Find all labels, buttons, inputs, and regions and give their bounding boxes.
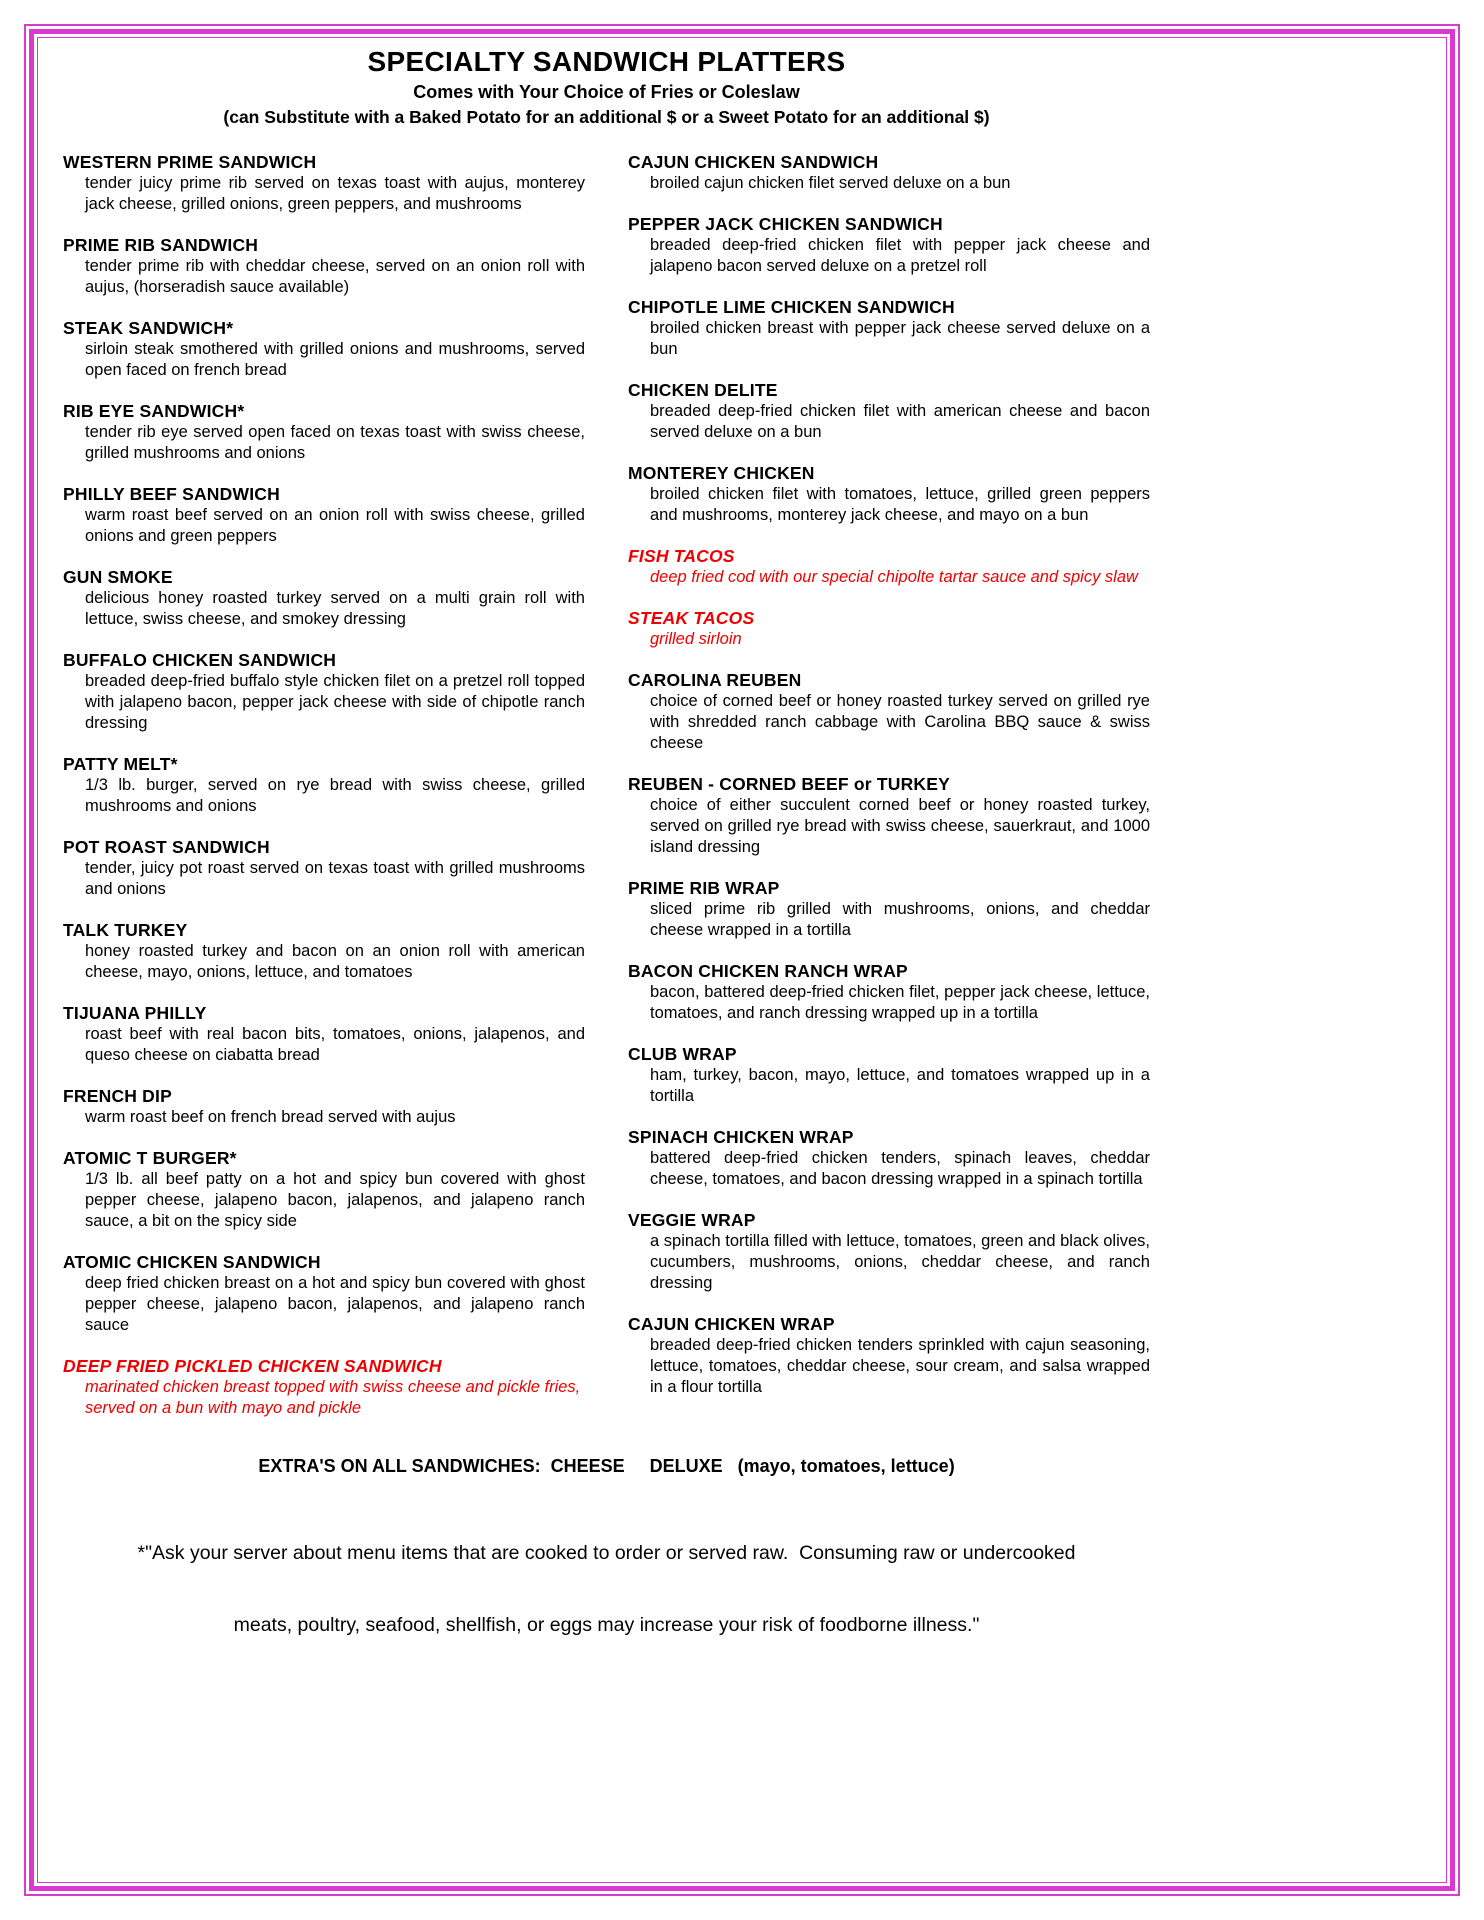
menu-item-name: RIB EYE SANDWICH* [63,401,245,421]
menu-item [63,1148,585,1232]
menu-item-description: a spinach tortilla filled with lettuce, tomatoes, green and black olives, cucumbers, mushrooms, onions, cheddar cheese, and ranch dressing [650,1232,1150,1292]
menu-item-description: grilled sirloin [650,630,742,648]
menu-item-description: breaded deep-fried chicken filet with pepper jack cheese and jalapeno bacon served deluxe on a pretzel roll [650,236,1150,275]
menu-item-description: deep fried chicken breast on a hot and spicy bun covered with ghost pepper cheese, jalapeno bacon, jalapenos, and jalapeno ranch sauce [85,1274,585,1334]
menu-item-name: WESTERN PRIME SANDWICH [63,152,317,172]
menu-item-description: honey roasted turkey and bacon on an onion roll with american cheese, mayo, onions, lettuce, and tomatoes [85,942,585,981]
menu-item [63,650,585,734]
menu-item [628,380,1150,443]
menu-item [628,1314,1150,1398]
menu-column-left [63,152,585,1439]
menu-columns [63,152,1150,1439]
menu-item [63,754,585,817]
menu-item-name: CLUB WRAP [628,1044,737,1064]
menu-item-description: sliced prime rib grilled with mushrooms, onions, and cheddar cheese wrapped in a tortilla [650,900,1150,939]
raw-food-disclaimer-line1: *"Ask your server about menu items that are cooked to order or served raw. Consuming raw or undercooked [137,1542,1076,1564]
menu-item-name: TIJUANA PHILLY [63,1003,207,1023]
menu-item [63,318,585,381]
menu-item-name: POT ROAST SANDWICH [63,837,270,857]
menu-item-name: STEAK TACOS [628,608,755,628]
menu-item [628,670,1150,754]
menu-item-name: BUFFALO CHICKEN SANDWICH [63,650,337,670]
menu-item-description: breaded deep-fried chicken tenders sprinkled with cajun seasoning, lettuce, tomatoes, cheddar cheese, sour cream, and salsa wrapped in a flour tortilla [650,1336,1150,1396]
menu-item [628,297,1150,360]
menu-item-description: warm roast beef served on an onion roll with swiss cheese, grilled onions and green peppers [85,506,585,545]
menu-item-name: CHIPOTLE LIME CHICKEN SANDWICH [628,297,955,317]
menu-item-description: 1/3 lb. burger, served on rye bread with swiss cheese, grilled mushrooms and onions [85,776,585,815]
menu-item-name: CHICKEN DELITE [628,380,778,400]
menu-item-name: ATOMIC CHICKEN SANDWICH [63,1252,321,1272]
menu-item-name: FISH TACOS [628,546,735,566]
menu-item [628,608,1150,650]
menu-item [628,774,1150,858]
menu-item [628,961,1150,1024]
menu-item-description: marinated chicken breast topped with swiss cheese and pickle fries, served on a bun with mayo and pickle [85,1378,581,1417]
menu-item-name: FRENCH DIP [63,1086,172,1106]
menu-item-name: BACON CHICKEN RANCH WRAP [628,961,908,981]
menu-item-name: SPINACH CHICKEN WRAP [628,1127,854,1147]
menu-item [63,484,585,547]
menu-item-name: MONTEREY CHICKEN [628,463,815,483]
menu-item [628,214,1150,277]
extras-note: EXTRA'S ON ALL SANDWICHES: CHEESE DELUXE (mayo, tomatoes, lettuce) [258,1456,955,1476]
menu-item [63,152,585,215]
menu-item [63,235,585,298]
menu-item [63,1356,585,1419]
menu-item-name: REUBEN - CORNED BEEF or TURKEY [628,774,950,794]
menu-item-name: PRIME RIB WRAP [628,878,780,898]
menu-item-description: tender, juicy pot roast served on texas toast with grilled mushrooms and onions [85,859,585,898]
menu-item [628,152,1150,194]
page-title: SPECIALTY SANDWICH PLATTERS [367,46,846,77]
menu-column-right [628,152,1150,1418]
subtitle-substitution-note: (can Substitute with a Baked Potato for an additional $ or a Sweet Potato for an additional $) [223,107,990,127]
raw-food-disclaimer-line2: meats, poultry, seafood, shellfish, or eggs may increase your risk of foodborne illness." [233,1614,980,1636]
raw-food-disclaimer [63,1493,1150,1685]
menu-item-description: choice of either succulent corned beef or honey roasted turkey, served on grilled rye bread with swiss cheese, sauerkraut, and 1000 island dressing [650,796,1150,856]
menu-item-description: broiled cajun chicken filet served deluxe on a bun [650,174,1011,192]
menu-item-description: tender juicy prime rib served on texas toast with aujus, monterey jack cheese, grilled onions, green peppers, and mushrooms [85,174,585,213]
menu-item-name: PHILLY BEEF SANDWICH [63,484,280,504]
menu-item [63,920,585,983]
menu-item-description: ham, turkey, bacon, mayo, lettuce, and tomatoes wrapped up in a tortilla [650,1066,1150,1105]
menu-item-description: battered deep-fried chicken tenders, spinach leaves, cheddar cheese, tomatoes, and bacon dressing wrapped in a spinach tortilla [650,1149,1150,1188]
menu-item [63,1252,585,1336]
menu-item-description: choice of corned beef or honey roasted turkey served on grilled rye with shredded ranch cabbage with Carolina BBQ sauce & swiss cheese [650,692,1150,752]
menu-item-description: delicious honey roasted turkey served on a multi grain roll with lettuce, swiss cheese, and smokey dressing [85,589,585,628]
menu-item [628,1127,1150,1190]
menu-item [63,837,585,900]
menu-item [63,1086,585,1128]
menu-item [628,878,1150,941]
menu-item-name: PEPPER JACK CHICKEN SANDWICH [628,214,943,234]
menu-item-name: CAROLINA REUBEN [628,670,802,690]
menu-item [628,463,1150,526]
subtitle-sides-choice: Comes with Your Choice of Fries or Coleslaw [413,82,800,102]
menu-item-description: broiled chicken breast with pepper jack cheese served deluxe on a bun [650,319,1150,358]
menu-item-name: PRIME RIB SANDWICH [63,235,259,255]
menu-item-description: deep fried cod with our special chipolte tartar sauce and spicy slaw [650,568,1138,586]
menu-item-description: bacon, battered deep-fried chicken filet, pepper jack cheese, lettuce, tomatoes, and ranch dressing wrapped up in a tortilla [650,983,1150,1022]
menu-item-name: GUN SMOKE [63,567,173,587]
menu-item-name: PATTY MELT* [63,754,178,774]
menu-header [63,46,1150,128]
menu-item-description: roast beef with real bacon bits, tomatoes, onions, jalapenos, and queso cheese on ciabatta bread [85,1025,585,1064]
menu-item-name: CAJUN CHICKEN SANDWICH [628,152,879,172]
menu-item-name: VEGGIE WRAP [628,1210,756,1230]
menu-item-name: ATOMIC T BURGER* [63,1148,237,1168]
menu-item [63,567,585,630]
menu-item-name: STEAK SANDWICH* [63,318,234,338]
menu-item-description: 1/3 lb. all beef patty on a hot and spicy bun covered with ghost pepper cheese, jalapeno bacon, jalapenos, and jalapeno ranch sauce, a bit on the spicy side [85,1170,585,1230]
menu-item-description: warm roast beef on french bread served with aujus [85,1108,456,1126]
menu-item [63,401,585,464]
menu-item-description: sirloin steak smothered with grilled onions and mushrooms, served open faced on french bread [85,340,585,379]
menu-item-name: TALK TURKEY [63,920,188,940]
menu-item-name: CAJUN CHICKEN WRAP [628,1314,835,1334]
menu-item [628,546,1150,588]
menu-item-description: broiled chicken filet with tomatoes, lettuce, grilled green peppers and mushrooms, monterey jack cheese, and mayo on a bun [650,485,1150,524]
menu-item [63,1003,585,1066]
menu-item-description: tender rib eye served open faced on texas toast with swiss cheese, grilled mushrooms and onions [85,423,585,462]
menu-item-description: breaded deep-fried buffalo style chicken filet on a pretzel roll topped with jalapeno bacon, pepper jack cheese with side of chipotle ranch dressing [85,672,585,732]
menu-item-name: DEEP FRIED PICKLED CHICKEN SANDWICH [63,1356,442,1376]
menu-item-description: tender prime rib with cheddar cheese, served on an onion roll with aujus, (horseradish sauce available) [85,257,585,296]
menu-item-description: breaded deep-fried chicken filet with american cheese and bacon served deluxe on a bun [650,402,1150,441]
menu-item [628,1044,1150,1107]
menu-item [628,1210,1150,1294]
